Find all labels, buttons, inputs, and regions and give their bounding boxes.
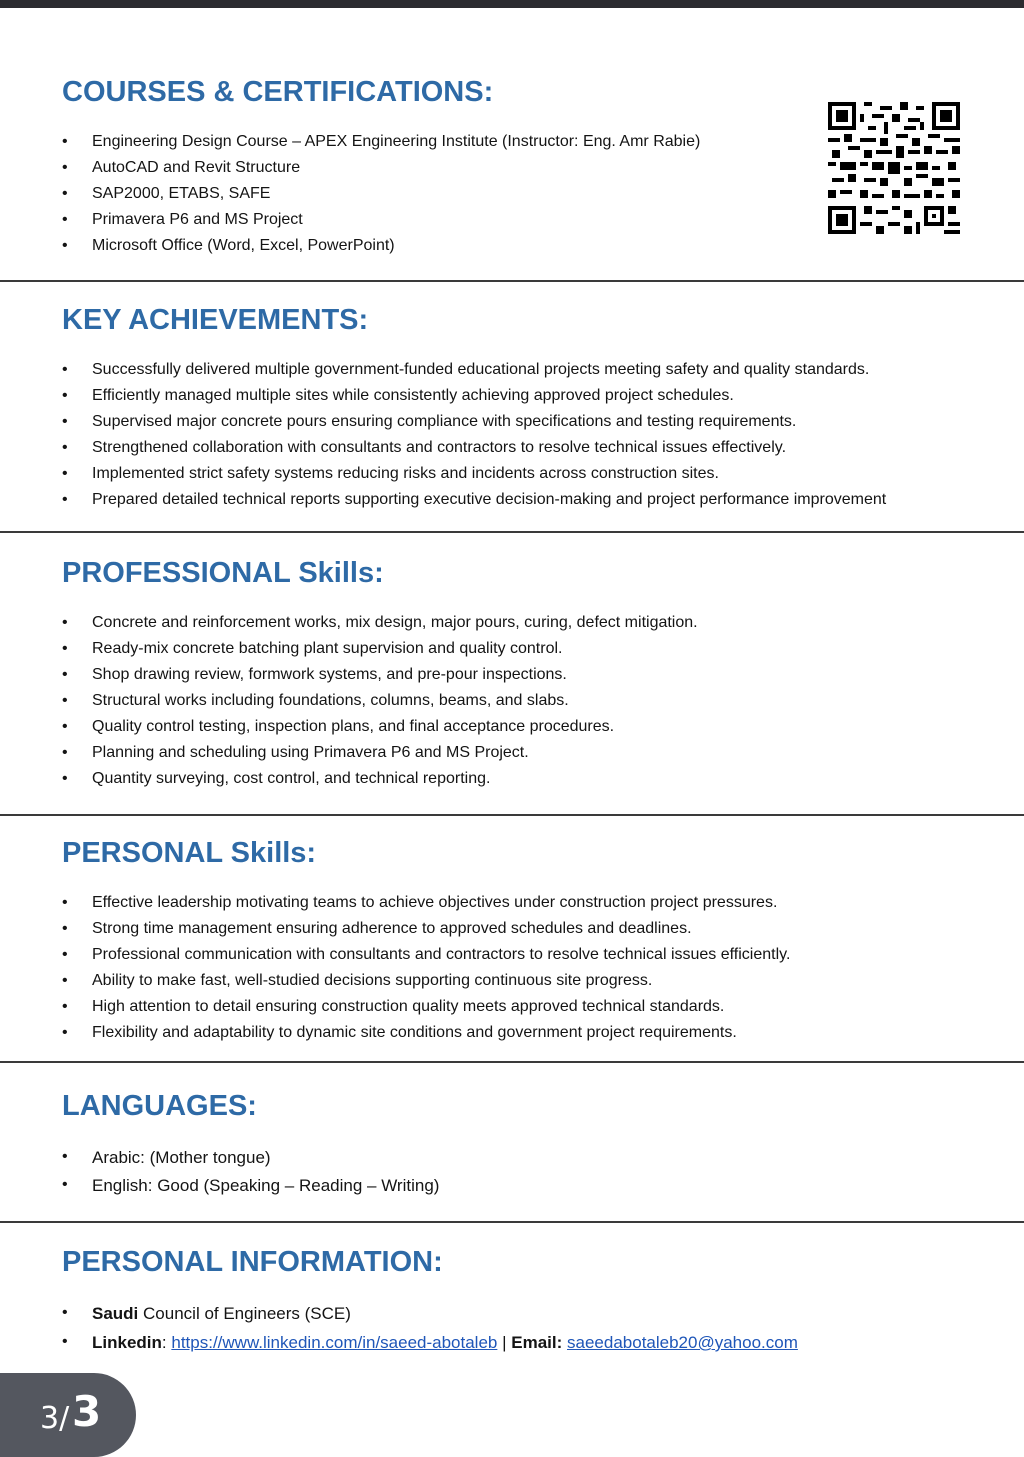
bullet-icon: • [62, 744, 68, 761]
linkedin-label: Linkedin [92, 1333, 162, 1352]
bullet-icon: • [62, 1024, 68, 1041]
bullet-icon: • [62, 946, 68, 963]
bullet-icon: • [62, 666, 68, 683]
email-label: Email: [511, 1333, 563, 1352]
bullet-icon: • [62, 133, 68, 150]
bullet-icon: • [62, 1333, 68, 1350]
professional-skills-heading: PROFESSIONAL Skills: [62, 557, 384, 589]
page-indicator [0, 1373, 136, 1457]
linkedin-link[interactable]: https://www.linkedin.com/in/saeed-abotaleb [171, 1333, 498, 1352]
bullet-icon: • [62, 770, 68, 787]
qr-code-icon[interactable] [828, 102, 960, 234]
bullet-icon: • [62, 614, 68, 631]
contact-line: Linkedin: https://www.linkedin.com/in/saeed-abotaleb | Email: saeedabotaleb20@yahoo.com [92, 1333, 798, 1352]
bullet-icon: • [62, 237, 68, 254]
bullet-icon: • [62, 465, 68, 482]
section-divider [0, 280, 1024, 282]
section-divider [0, 531, 1024, 533]
bullet-icon: • [62, 387, 68, 404]
bullet-icon: • [62, 185, 68, 202]
bullet-icon: • [62, 972, 68, 989]
bullet-icon: • [62, 920, 68, 937]
bullet-icon: • [62, 718, 68, 735]
top-border [0, 0, 1024, 8]
bullet-icon: • [62, 1304, 68, 1321]
languages-heading: LANGUAGES: [62, 1090, 257, 1122]
personal-skills-heading: PERSONAL Skills: [62, 837, 317, 869]
sce-membership: Saudi Council of Engineers (SCE) [92, 1304, 351, 1323]
bullet-icon: • [62, 1176, 68, 1193]
bullet-icon: • [62, 894, 68, 911]
email-link[interactable]: saeedabotaleb20@yahoo.com [567, 1333, 798, 1352]
page-current: 3/ [40, 1401, 70, 1436]
bullet-icon: • [62, 361, 68, 378]
bullet-icon: • [62, 159, 68, 176]
personal-info-heading: PERSONAL INFORMATION: [62, 1246, 443, 1278]
bullet-icon: • [62, 491, 68, 508]
bullet-icon: • [62, 998, 68, 1015]
bullet-icon: • [62, 413, 68, 430]
section-divider [0, 814, 1024, 816]
bullet-icon: • [62, 439, 68, 456]
achievements-heading: KEY ACHIEVEMENTS: [62, 304, 369, 336]
bullet-icon: • [62, 1148, 68, 1165]
courses-heading: COURSES & CERTIFICATIONS: [62, 76, 494, 108]
bullet-icon: • [62, 211, 68, 228]
bullet-icon: • [62, 692, 68, 709]
section-divider [0, 1221, 1024, 1223]
bullet-icon: • [62, 640, 68, 657]
page-total: 3 [72, 1387, 102, 1436]
section-divider [0, 1061, 1024, 1063]
